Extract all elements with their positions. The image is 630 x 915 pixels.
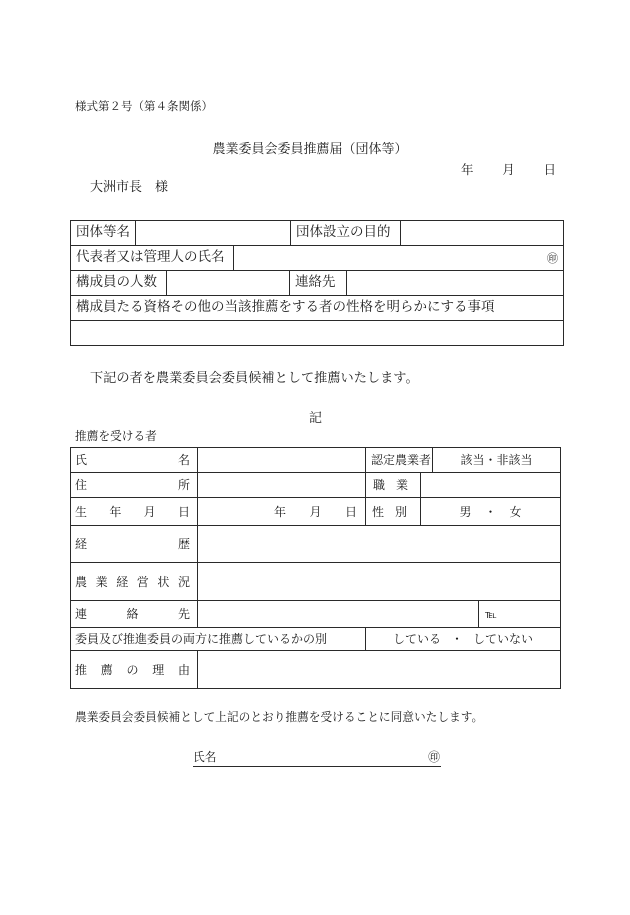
dual-nomination-yes: している [393, 632, 442, 646]
representative-field [234, 246, 563, 270]
reason-field [198, 651, 560, 688]
member-count-field [167, 271, 290, 295]
nominee-heading: 推薦を受ける者 [75, 429, 157, 443]
consent-seal-mark: ㊞ [428, 750, 440, 764]
occupation-label-cell [366, 473, 421, 497]
submission-date [461, 164, 556, 177]
tel-icon: ℡ [485, 607, 497, 621]
form-number: 様式第２号（第４条関係） [75, 99, 213, 113]
birthdate-label: 生 年 月 日 [75, 504, 190, 519]
farm-management-field [198, 563, 560, 600]
recommendation-statement: 下記の者を農業委員会委員候補として推薦いたします。 [90, 371, 419, 386]
consent-signature-line [193, 752, 441, 767]
reason-label: 推 薦 の 理 由 [75, 662, 190, 677]
dual-nomination-choice [366, 628, 560, 650]
consent-statement: 農業委員会委員候補として上記のとおり推薦を受けることに同意いたします。 [75, 710, 484, 724]
group-purpose-field [401, 221, 563, 245]
birth-year-unit: 年 [274, 504, 287, 519]
nominee-row-reason [71, 650, 560, 688]
reason-label-cell [71, 651, 198, 688]
certified-farmer-choice: 該当・非該当 [460, 453, 533, 467]
group-name-label: 団体等名 [71, 221, 136, 245]
date-day-unit: 日 [543, 162, 556, 177]
consent-name-label: 氏名 [193, 750, 217, 764]
gender-female: 女 [509, 504, 522, 519]
address-label-cell [71, 473, 198, 497]
group-row-qualification-field [71, 320, 563, 345]
nominee-row-career [71, 525, 560, 562]
nominee-table [70, 447, 561, 689]
contact-field [198, 601, 479, 627]
qualification-label: 構成員たる資格その他の当該推薦をする者の性格を明らかにする事項 [76, 299, 495, 316]
address-label: 住 所 [75, 478, 190, 492]
gender-separator: ・ [484, 504, 497, 519]
gender-options [460, 506, 522, 518]
farm-management-label: 農 業 経 営 状 況 [75, 574, 190, 589]
group-info-table [70, 220, 564, 346]
group-row-members [71, 270, 563, 295]
nominee-row-address [71, 472, 560, 497]
occupation-field [421, 473, 560, 497]
gender-choice [421, 498, 560, 525]
address-field [198, 473, 366, 497]
name-label-cell [71, 448, 198, 472]
dual-nomination-label: 委員及び推進委員の両方に推薦しているかの別 [71, 628, 366, 650]
group-purpose-label: 団体設立の目的 [291, 221, 401, 245]
nominee-row-contact [71, 600, 560, 627]
farm-management-label-cell [71, 563, 198, 600]
group-name-field [136, 221, 291, 245]
dual-nomination-options [393, 633, 533, 645]
occupation-label: 職 業 [373, 478, 408, 492]
group-contact-label: 連絡先 [290, 271, 347, 295]
career-field [198, 526, 560, 562]
birth-day-unit: 日 [344, 504, 357, 519]
birthdate-label-cell [71, 498, 198, 525]
birthdate-units [274, 506, 357, 518]
tel-cell [479, 601, 560, 627]
member-count-label: 構成員の人数 [71, 271, 167, 295]
representative-label: 代表者又は管理人の氏名 [71, 246, 234, 270]
gender-label: 性 別 [372, 504, 407, 519]
name-field [198, 448, 366, 472]
nominee-row-farm-management [71, 562, 560, 600]
career-label: 経 歴 [75, 537, 190, 551]
date-year-unit: 年 [461, 162, 474, 177]
addressee: 大洲市長 様 [90, 180, 169, 195]
gender-label-cell [366, 498, 421, 525]
certified-farmer-label: 認定農業者 [366, 448, 433, 472]
seal-mark: ㊞ [547, 251, 558, 265]
contact-label-cell [71, 601, 198, 627]
nominee-row-dual-nomination [71, 627, 560, 650]
form-title: 農業委員会委員推薦届（団体等） [212, 142, 408, 157]
notation-ki: 記 [309, 411, 323, 426]
gender-male: 男 [459, 504, 472, 519]
career-label-cell [71, 526, 198, 562]
contact-label: 連 絡 先 [75, 607, 190, 621]
group-row-qualification [71, 295, 563, 320]
group-contact-field [347, 271, 563, 295]
qualification-field [71, 321, 563, 345]
dual-nomination-no: していない [472, 632, 533, 646]
date-month-unit: 月 [502, 162, 515, 177]
dual-nomination-separator: ・ [450, 632, 463, 646]
birthdate-field [198, 498, 366, 525]
group-row-representative [71, 245, 563, 270]
birth-month-unit: 月 [309, 504, 322, 519]
nominee-row-name [71, 448, 560, 472]
name-label: 氏 名 [75, 453, 190, 467]
group-row-name [71, 221, 563, 245]
nominee-row-birthdate [71, 497, 560, 525]
